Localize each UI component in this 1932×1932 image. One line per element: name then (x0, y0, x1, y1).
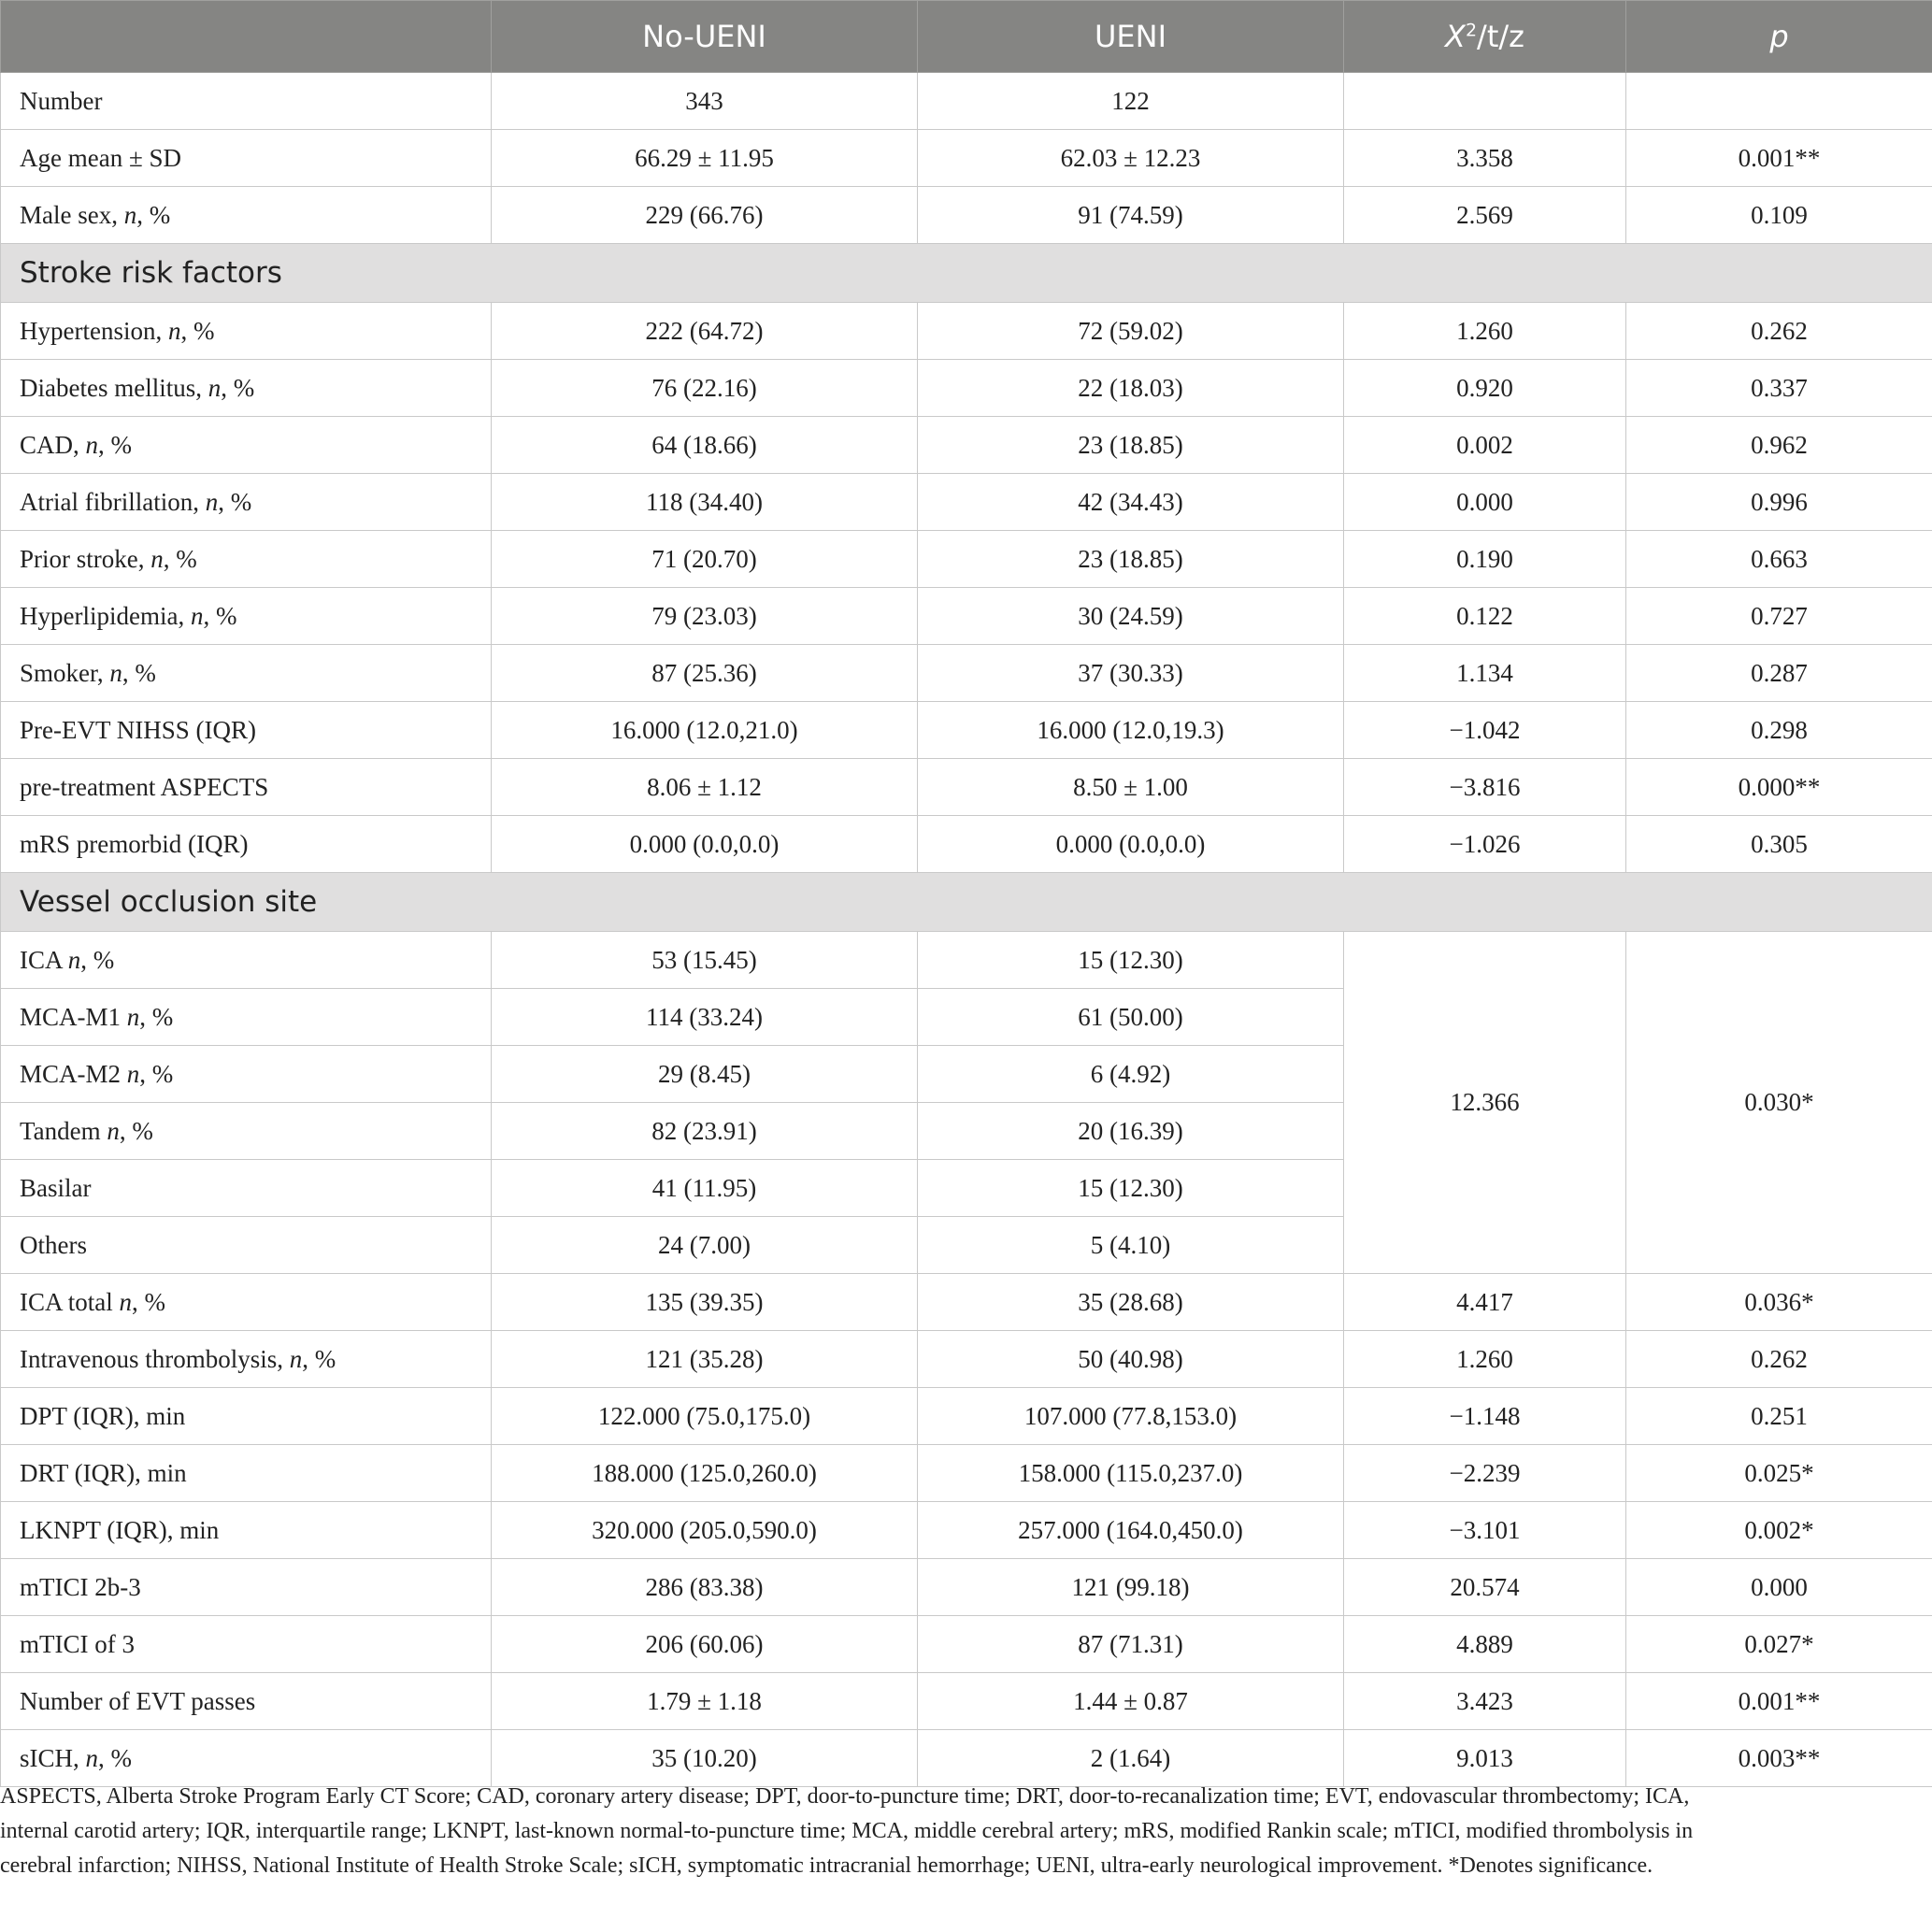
test-statistic-value: 4.417 (1344, 1274, 1626, 1331)
row-label-text: Pre-EVT NIHSS (IQR) (20, 715, 256, 744)
section-title: Stroke risk factors (1, 244, 1932, 303)
table-row (1, 187, 1932, 244)
no-ueni-value: 0.000 (0.0,0.0) (492, 816, 918, 873)
no-ueni-value: 87 (25.36) (492, 645, 918, 702)
table-row (1, 1331, 1932, 1388)
test-statistic-value: −3.816 (1344, 759, 1626, 816)
ueni-value: 6 (4.92) (918, 1046, 1344, 1103)
header-row (1, 1, 1932, 73)
table-row (1, 303, 1932, 360)
no-ueni-value: 121 (35.28) (492, 1331, 918, 1388)
row-label (1, 1673, 492, 1730)
row-label-italic: n (67, 945, 81, 974)
p-value: 0.996 (1626, 474, 1932, 531)
header-ueni: UENI (918, 1, 1344, 73)
row-label-italic: n (208, 373, 222, 402)
table-row (1, 645, 1932, 702)
header-p-value (1626, 1, 1932, 73)
row-label-text: Age mean ± SD (20, 143, 182, 172)
ueni-value: 8.50 ± 1.00 (918, 759, 1344, 816)
ueni-value: 62.03 ± 12.23 (918, 130, 1344, 187)
p-value: 0.025* (1626, 1445, 1932, 1502)
row-label-text: Prior stroke, (20, 544, 151, 573)
ueni-value: 35 (28.68) (918, 1274, 1344, 1331)
p-value: 0.001** (1626, 1673, 1932, 1730)
p-value: 0.027* (1626, 1616, 1932, 1673)
row-label-suffix: , % (98, 1743, 133, 1772)
no-ueni-value: 286 (83.38) (492, 1559, 918, 1616)
section-row-vessel-occlusion-site (1, 873, 1932, 932)
row-label-italic: n (123, 200, 137, 229)
row-label (1, 73, 492, 130)
row-label (1, 1103, 492, 1160)
row-label (1, 130, 492, 187)
p-value: 0.727 (1626, 588, 1932, 645)
test-statistic-value: −1.148 (1344, 1388, 1626, 1445)
p-value: 0.251 (1626, 1388, 1932, 1445)
p-value: 0.000 (1626, 1559, 1932, 1616)
p-value: 0.962 (1626, 417, 1932, 474)
table-row (1, 1616, 1932, 1673)
row-label-suffix: , % (122, 658, 156, 687)
no-ueni-value: 41 (11.95) (492, 1160, 918, 1217)
no-ueni-value: 16.000 (12.0,21.0) (492, 702, 918, 759)
test-statistic-value: 0.122 (1344, 588, 1626, 645)
row-label (1, 588, 492, 645)
row-label-text: Basilar (20, 1173, 92, 1202)
no-ueni-value: 64 (18.66) (492, 417, 918, 474)
table-body (1, 73, 1932, 1787)
row-label-suffix: , % (203, 601, 237, 630)
no-ueni-value: 114 (33.24) (492, 989, 918, 1046)
row-label-suffix: , % (218, 487, 252, 516)
row-label (1, 1445, 492, 1502)
p-value: 0.262 (1626, 303, 1932, 360)
p-value: 0.663 (1626, 531, 1932, 588)
row-label-text: mRS premorbid (IQR) (20, 829, 249, 858)
row-label (1, 1502, 492, 1559)
row-label (1, 1274, 492, 1331)
footnote-line: ASPECTS, Alberta Stroke Program Early CT Score; CAD, coronary artery disease; DPT, door-to-puncture time; DRT, door-to-recanalization time; EVT, endovascular thrombectomy; ICA, (0, 1784, 1690, 1809)
table-row (1, 588, 1932, 645)
no-ueni-value: 35 (10.20) (492, 1730, 918, 1787)
test-statistic-value: 0.000 (1344, 474, 1626, 531)
row-label (1, 360, 492, 417)
ueni-value: 30 (24.59) (918, 588, 1344, 645)
test-statistic-value: 0.002 (1344, 417, 1626, 474)
row-label (1, 531, 492, 588)
section-title: Vessel occlusion site (1, 873, 1932, 932)
p-value: 0.036* (1626, 1274, 1932, 1331)
p-value: 0.109 (1626, 187, 1932, 244)
row-label-suffix: , % (98, 430, 133, 459)
header-blank (1, 1, 492, 73)
row-label (1, 932, 492, 989)
row-label-text: Hyperlipidemia, (20, 601, 191, 630)
header-p-text: p (1769, 19, 1789, 54)
no-ueni-value: 135 (39.35) (492, 1274, 918, 1331)
row-label-suffix: , % (221, 373, 255, 402)
test-statistic-value: 0.920 (1344, 360, 1626, 417)
header-chi-sup: 2 (1465, 20, 1478, 41)
table-row (1, 1730, 1932, 1787)
no-ueni-value: 53 (15.45) (492, 932, 918, 989)
test-statistic-value: 1.134 (1344, 645, 1626, 702)
p-value: 0.305 (1626, 816, 1932, 873)
ueni-value: 91 (74.59) (918, 187, 1344, 244)
ueni-value: 1.44 ± 0.87 (918, 1673, 1344, 1730)
row-label-suffix: , % (136, 200, 171, 229)
row-label-text: ICA (20, 945, 68, 974)
row-label-italic: n (167, 316, 181, 345)
row-label-text: pre-treatment ASPECTS (20, 772, 269, 801)
ueni-value: 15 (12.30) (918, 932, 1344, 989)
row-label (1, 759, 492, 816)
p-value: 0.262 (1626, 1331, 1932, 1388)
ueni-value: 2 (1.64) (918, 1730, 1344, 1787)
row-label-text: Atrial fibrillation, (20, 487, 206, 516)
header-chi-symbol: X (1445, 19, 1466, 54)
row-label-italic: n (109, 658, 122, 687)
p-value: 0.001** (1626, 130, 1932, 187)
row-label-text: DRT (IQR), min (20, 1458, 187, 1487)
row-label-suffix: , % (302, 1344, 336, 1373)
row-label (1, 702, 492, 759)
row-label-italic: n (119, 1287, 132, 1316)
row-label-italic: n (205, 487, 219, 516)
row-label-italic: n (85, 430, 99, 459)
table-row (1, 1673, 1932, 1730)
row-label (1, 645, 492, 702)
ueni-value: 72 (59.02) (918, 303, 1344, 360)
row-label-italic: n (126, 1059, 140, 1088)
row-label-suffix: , % (132, 1287, 165, 1316)
test-statistic-value: 0.190 (1344, 531, 1626, 588)
row-label-text: mTICI 2b-3 (20, 1572, 141, 1601)
row-label (1, 1331, 492, 1388)
table-row (1, 1445, 1932, 1502)
row-label-text: LKNPT (IQR), min (20, 1515, 220, 1544)
row-label-italic: n (107, 1116, 120, 1145)
ueni-value: 121 (99.18) (918, 1559, 1344, 1616)
table-row (1, 1388, 1932, 1445)
row-label-suffix: , % (180, 316, 215, 345)
row-label (1, 1388, 492, 1445)
p-value: 0.287 (1626, 645, 1932, 702)
row-label-suffix: , % (119, 1116, 153, 1145)
ueni-value: 5 (4.10) (918, 1217, 1344, 1274)
vessel-test-statistic: 12.366 (1344, 932, 1626, 1274)
no-ueni-value: 82 (23.91) (492, 1103, 918, 1160)
test-statistic-value: 9.013 (1344, 1730, 1626, 1787)
ueni-value: 20 (16.39) (918, 1103, 1344, 1160)
test-statistic-value: −1.042 (1344, 702, 1626, 759)
table-row (1, 474, 1932, 531)
row-label-italic: n (126, 1002, 140, 1031)
row-label-text: mTICI of 3 (20, 1629, 135, 1658)
row-label-text: MCA-M1 (20, 1002, 127, 1031)
ueni-value: 158.000 (115.0,237.0) (918, 1445, 1344, 1502)
no-ueni-value: 8.06 ± 1.12 (492, 759, 918, 816)
table-row (1, 759, 1932, 816)
ueni-value: 61 (50.00) (918, 989, 1344, 1046)
table-row (1, 73, 1932, 130)
row-label-text: Hypertension, (20, 316, 168, 345)
ueni-value: 0.000 (0.0,0.0) (918, 816, 1344, 873)
table-row (1, 816, 1932, 873)
row-label (1, 1160, 492, 1217)
row-label-text: Male sex, (20, 200, 124, 229)
row-label-text: DPT (IQR), min (20, 1401, 186, 1430)
table-row (1, 702, 1932, 759)
table-row (1, 130, 1932, 187)
test-statistic-value: −2.239 (1344, 1445, 1626, 1502)
row-label-text: Others (20, 1230, 87, 1259)
row-label-italic: n (289, 1344, 303, 1373)
p-value: 0.003** (1626, 1730, 1932, 1787)
p-value (1626, 73, 1932, 130)
header-test-statistic (1344, 1, 1626, 73)
ueni-value: 23 (18.85) (918, 531, 1344, 588)
test-statistic-value: 1.260 (1344, 303, 1626, 360)
row-label-italic: n (150, 544, 164, 573)
p-value: 0.002* (1626, 1502, 1932, 1559)
no-ueni-value: 188.000 (125.0,260.0) (492, 1445, 918, 1502)
ueni-value: 122 (918, 73, 1344, 130)
ueni-value: 37 (30.33) (918, 645, 1344, 702)
test-statistic-value: 3.423 (1344, 1673, 1626, 1730)
row-label-text: Tandem (20, 1116, 107, 1145)
no-ueni-value: 343 (492, 73, 918, 130)
row-label (1, 1217, 492, 1274)
p-value: 0.337 (1626, 360, 1932, 417)
row-label (1, 417, 492, 474)
test-statistic-value: 4.889 (1344, 1616, 1626, 1673)
row-label-text: CAD, (20, 430, 86, 459)
no-ueni-value: 66.29 ± 11.95 (492, 130, 918, 187)
no-ueni-value: 229 (66.76) (492, 187, 918, 244)
header-chi-rest: /t/z (1477, 19, 1524, 54)
row-label-italic: n (85, 1743, 99, 1772)
test-statistic-value: 2.569 (1344, 187, 1626, 244)
row-label (1, 1616, 492, 1673)
row-label-italic: n (190, 601, 204, 630)
ueni-value: 87 (71.31) (918, 1616, 1344, 1673)
row-label-text: Number of EVT passes (20, 1686, 256, 1715)
table-row (1, 932, 1932, 989)
header-no-ueni: No-UENI (492, 1, 918, 73)
no-ueni-value: 320.000 (205.0,590.0) (492, 1502, 918, 1559)
row-label-text: ICA total (20, 1287, 120, 1316)
ueni-value: 42 (34.43) (918, 474, 1344, 531)
row-label (1, 1046, 492, 1103)
row-label (1, 816, 492, 873)
table-row (1, 1502, 1932, 1559)
ueni-value: 257.000 (164.0,450.0) (918, 1502, 1344, 1559)
ueni-value: 50 (40.98) (918, 1331, 1344, 1388)
footnote-line: cerebral infarction; NIHSS, National Institute of Health Stroke Scale; sICH, symptomatic intracranial hemorrhage; UENI, ultra-early neurological improvement. *Denotes significance. (0, 1853, 1653, 1878)
row-label (1, 1730, 492, 1787)
row-label (1, 303, 492, 360)
no-ueni-value: 122.000 (75.0,175.0) (492, 1388, 918, 1445)
row-label (1, 1559, 492, 1616)
test-statistic-value (1344, 73, 1626, 130)
section-row-stroke-risk-factors (1, 244, 1932, 303)
row-label-text: Number (20, 86, 103, 115)
row-label (1, 187, 492, 244)
p-value: 0.000** (1626, 759, 1932, 816)
row-label-text: Intravenous thrombolysis, (20, 1344, 290, 1373)
no-ueni-value: 1.79 ± 1.18 (492, 1673, 918, 1730)
no-ueni-value: 222 (64.72) (492, 303, 918, 360)
row-label-text: Smoker, (20, 658, 110, 687)
table-row (1, 360, 1932, 417)
ueni-value: 16.000 (12.0,19.3) (918, 702, 1344, 759)
test-statistic-value: −1.026 (1344, 816, 1626, 873)
ueni-value: 22 (18.03) (918, 360, 1344, 417)
row-label-suffix: , % (139, 1002, 174, 1031)
test-statistic-value: −3.101 (1344, 1502, 1626, 1559)
row-label (1, 474, 492, 531)
table-row (1, 531, 1932, 588)
no-ueni-value: 71 (20.70) (492, 531, 918, 588)
row-label-text: MCA-M2 (20, 1059, 127, 1088)
footnote-line: internal carotid artery; IQR, interquartile range; LKNPT, last-known normal-to-puncture time; MCA, middle cerebral artery; mRS, modified Rankin scale; mTICI, modified thrombolysis in (0, 1819, 1694, 1843)
vessel-p-value: 0.030* (1626, 932, 1932, 1274)
ueni-value: 107.000 (77.8,153.0) (918, 1388, 1344, 1445)
no-ueni-value: 76 (22.16) (492, 360, 918, 417)
row-label-text: Diabetes mellitus, (20, 373, 208, 402)
row-label-suffix: , % (139, 1059, 174, 1088)
no-ueni-value: 118 (34.40) (492, 474, 918, 531)
table-row (1, 1274, 1932, 1331)
table-row (1, 1559, 1932, 1616)
no-ueni-value: 79 (23.03) (492, 588, 918, 645)
test-statistic-value: 3.358 (1344, 130, 1626, 187)
no-ueni-value: 29 (8.45) (492, 1046, 918, 1103)
row-label-text: sICH, (20, 1743, 86, 1772)
row-label-suffix: , % (163, 544, 197, 573)
p-value: 0.298 (1626, 702, 1932, 759)
row-label (1, 989, 492, 1046)
row-label-suffix: , % (80, 945, 115, 974)
test-statistic-value: 1.260 (1344, 1331, 1626, 1388)
ueni-value: 23 (18.85) (918, 417, 1344, 474)
test-statistic-value: 20.574 (1344, 1559, 1626, 1616)
no-ueni-value: 206 (60.06) (492, 1616, 918, 1673)
table-row (1, 417, 1932, 474)
no-ueni-value: 24 (7.00) (492, 1217, 918, 1274)
table-footnote (0, 1780, 1925, 1883)
ueni-value: 15 (12.30) (918, 1160, 1344, 1217)
